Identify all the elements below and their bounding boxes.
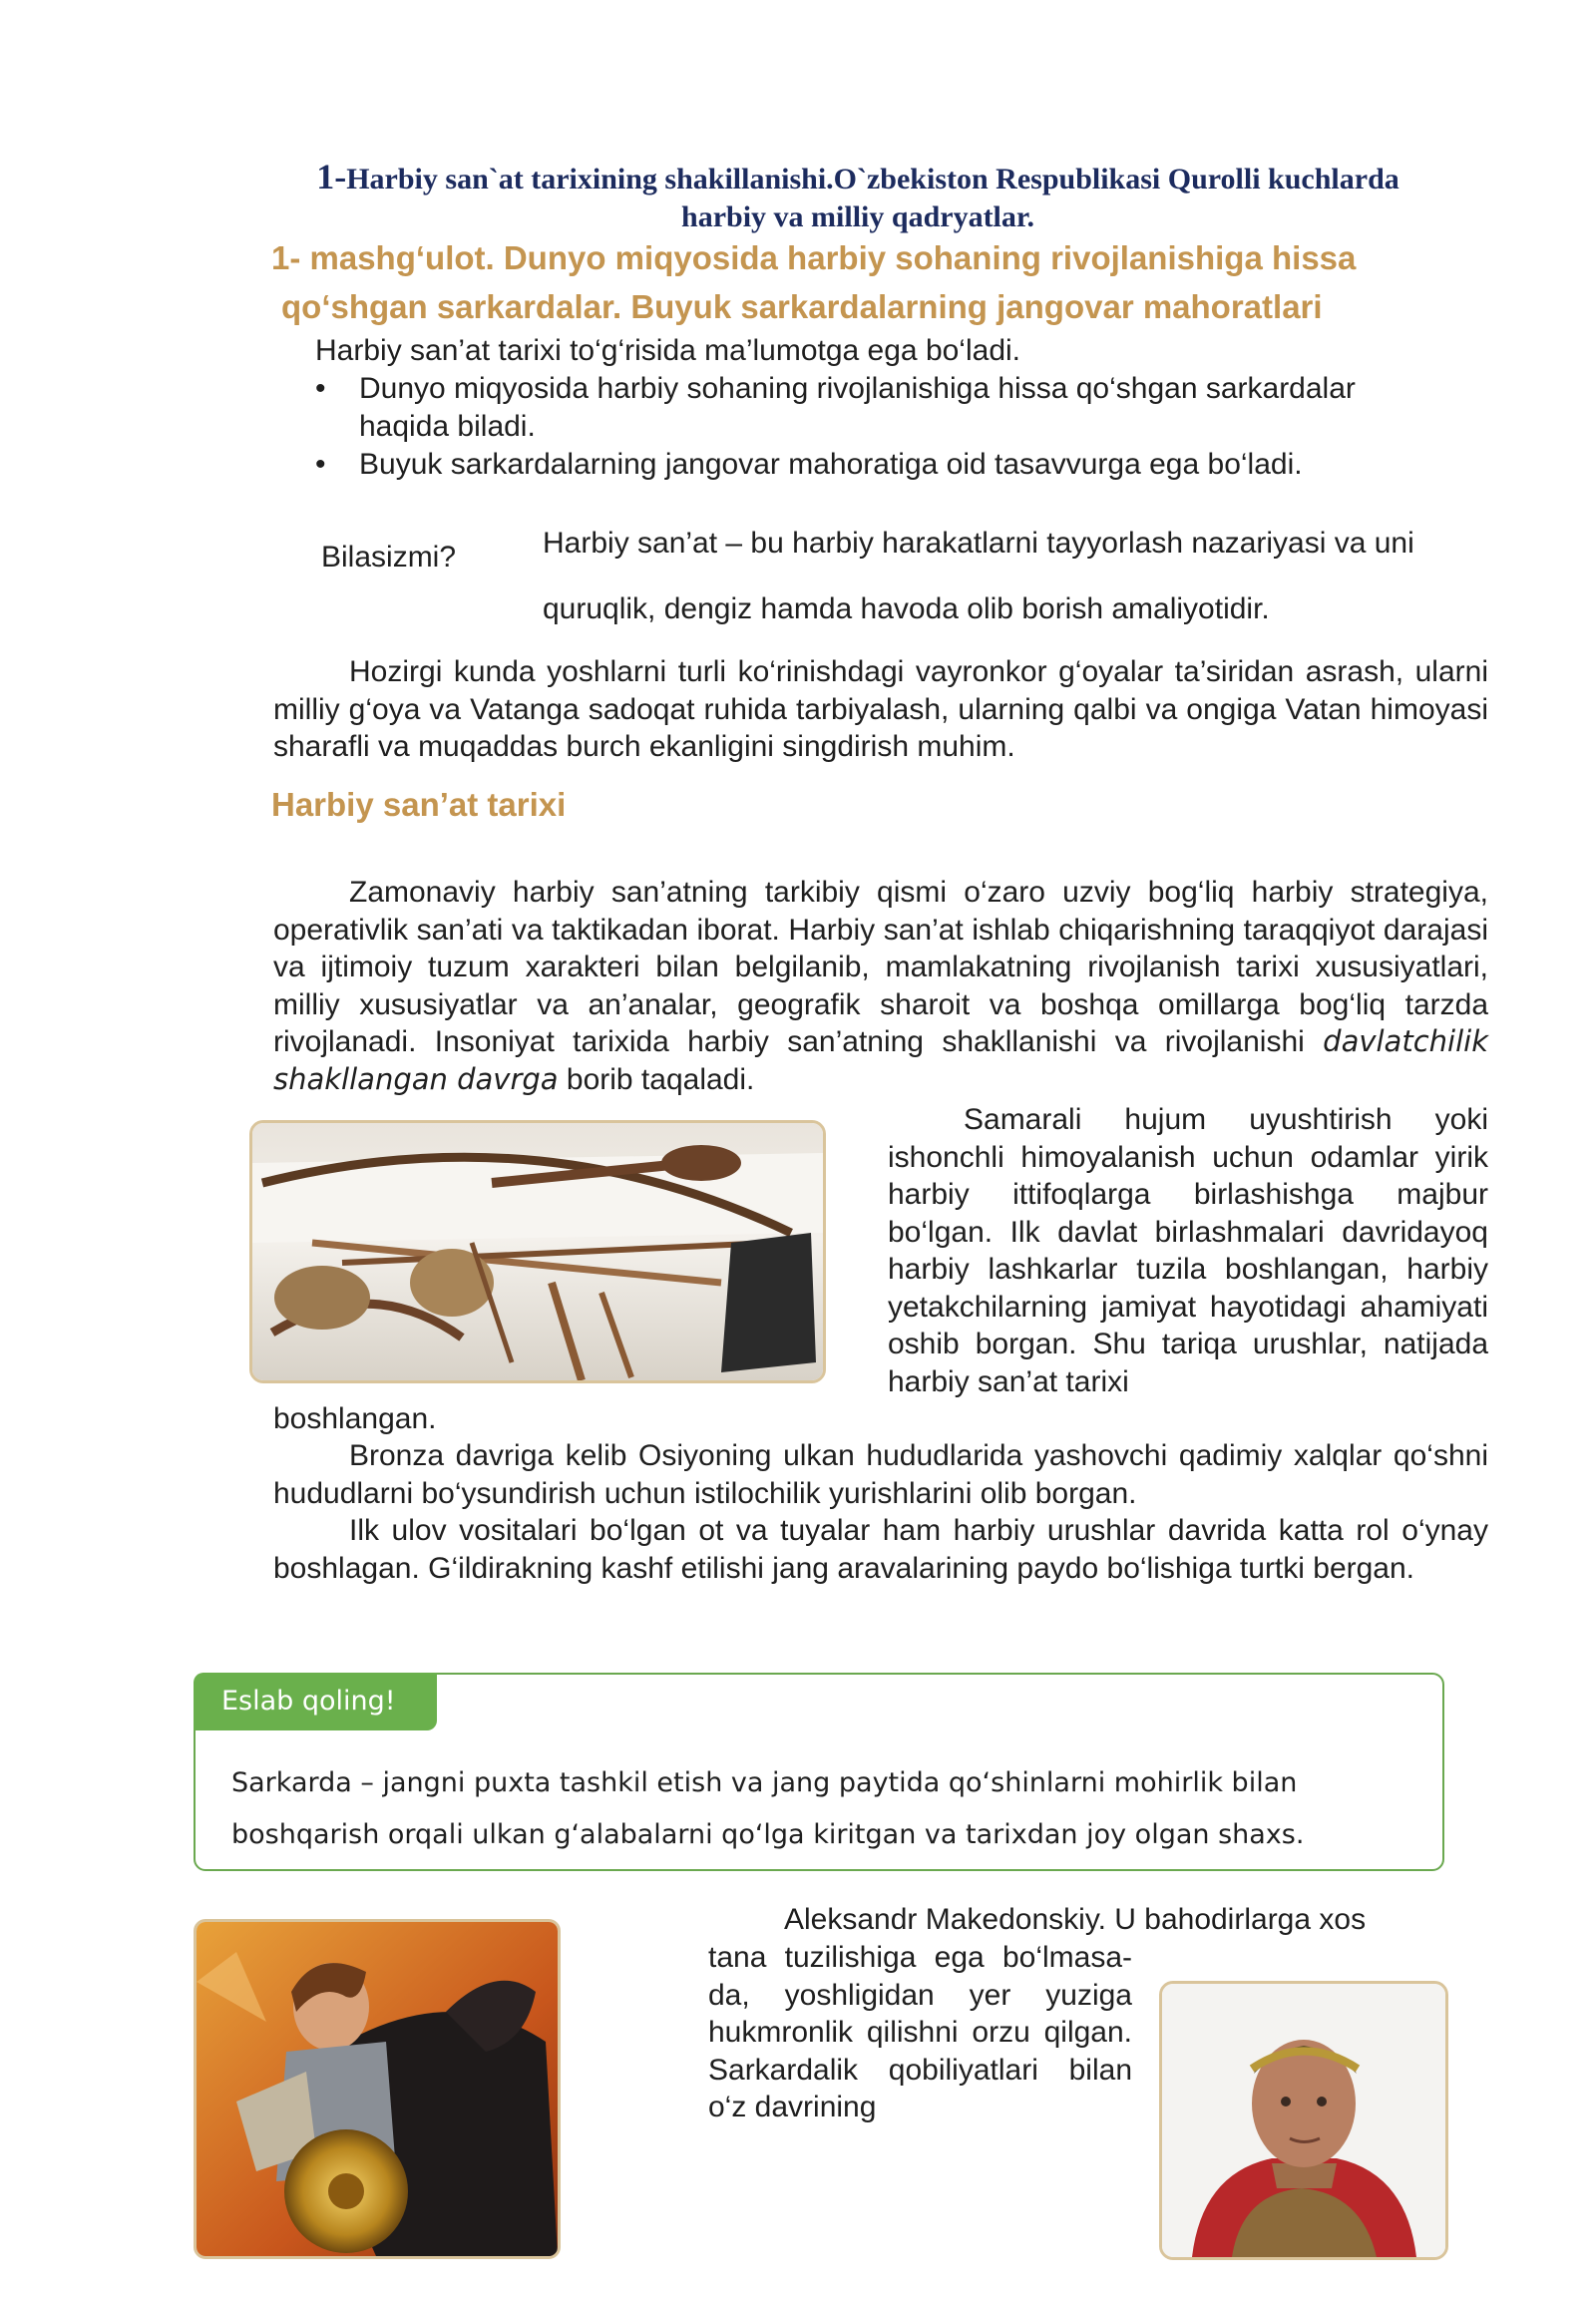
commander-bust-image <box>1162 1984 1445 2257</box>
remember-tab: Eslab qoling! <box>194 1673 437 1730</box>
intro-paragraph: Hozirgi kunda yoshlarni turli ko‘rinishdagi vayronkor g‘oyalar ta’siridan asrash, ularni milliy g‘oya va Vatanga sadoqat ruhida tarbiyalash, ularning qalbi va ongiga Vatan himoyasi sharafli va muqaddas burch ekanligini singdirish muhim. <box>273 655 1488 763</box>
document-title <box>259 158 1456 236</box>
did-you-know-text <box>543 511 1500 642</box>
title-number: 1- <box>316 157 347 196</box>
did-you-know-label: Bilasizmi? <box>321 541 457 574</box>
did-you-know-line-1: Harbiy san’at – bu harbiy harakatlarni tayyorlash nazariyasi va uni <box>543 527 1414 560</box>
learning-goals <box>315 332 1462 484</box>
section-heading: Harbiy san’at tarixi <box>271 786 567 823</box>
goal-item <box>315 446 1462 484</box>
title-text: Harbiy san`at tarixining shakillanishi.O`zbekiston Respublikasi Qurolli kuchlarda <box>346 163 1399 195</box>
lesson-heading <box>271 233 1448 331</box>
lesson-heading-line-1: 1- mashg‘ulot. Dunyo miqyosida harbiy sohaning rivojlanishiga hissa <box>271 239 1357 276</box>
did-you-know-line-2: quruqlik, dengiz hamda havoda olib borish amaliyotidir. <box>543 592 1270 625</box>
alexander-image <box>197 1922 558 2256</box>
alexander-text: tana tuzilishiga ega bo‘lmasa- da, yoshligidan yer yuziga hukmronlik qilishni orzu qilgan. Sarkardalik qobiliyatlari bilan o‘z davrining <box>708 1941 1132 2123</box>
history-paragraph-3: Bronza davriga kelib Osiyoning ulkan hududlarida yashovchi qadimiy xalqlar qo‘shni hududlarni bo‘ysundirish uchun istilochilik yurishlarini olib borgan. <box>273 1439 1488 1510</box>
goals-list <box>315 370 1462 484</box>
alexander-painting <box>194 1919 561 2259</box>
remember-text: Sarkarda – jangni puxta tashkil etish va jang paytida qo‘shinlarni mohirlik bilan boshqarish orqali ulkan g‘alabalarni qo‘lga kiritgan va tarixdan joy olgan shaxs. <box>231 1767 1305 1850</box>
history-paragraph-2-tail: boshlangan. <box>273 1402 437 1435</box>
ancient-weapons-photo <box>249 1120 826 1383</box>
goal-item <box>315 370 1406 446</box>
history-paragraph-1-text: Zamonaviy harbiy san’atning tarkibiy qismi o‘zaro uzviy bog‘liq harbiy strategiya, operativlik san’ati va taktikadan iborat. Harbiy san’at ishlab chiqarishning taraqqiyot darajasi va ijtimoiy tuzum xarakteri bilan belgilanib, mamlakatning rivojlanish tarixi xususiyatlari, milliy xususiyatlar va an’analar, geografik sharoit va boshqa omillarga bog‘liq tarzda rivojlanadi. Insoniyat tarixida harbiy san’atning shakllanishi va rivojlanishi <box>273 876 1488 1058</box>
history-paragraph-1-italic: davlatchilik shakllangan davrga <box>273 1024 1488 1096</box>
goal-item-text: Buyuk sarkardalarning jangovar mahoratiga oid tasavvurga ega bo‘ladi. <box>359 448 1303 481</box>
ancient-weapons-image <box>252 1123 823 1380</box>
goals-intro: Harbiy san’at tarixi to‘g‘risida ma’lumotga ega bo‘ladi. <box>315 334 1021 367</box>
history-paragraph-1 <box>273 874 1488 1098</box>
alexander-first-line: Aleksandr Makedonskiy. U bahodirlarga xos <box>784 1903 1367 1936</box>
lesson-heading-line-2: qo‘shgan sarkardalar. Buyuk sarkardalarning jangovar mahoratlari <box>281 288 1323 325</box>
title-line-2: harbiy va milliy qadryatlar. <box>681 200 1034 233</box>
history-paragraph-2: Samarali hujum uyushtirish yoki ishonchli himoyalanish uchun odamlar yirik harbiy ittifoqlarga birlashishga majbur bo‘lgan. Ilk davlat birlashmalari davridayoq harbiy lashkarlar tuzila boshlangan, harbiy yetakchilarning jamiyat hayotidagi ahamiyati oshib borgan. Shu tariqa urushlar, natijada harbiy san’at tarixi <box>888 1103 1488 1398</box>
history-paragraph-1-end: borib taqaladi. <box>558 1062 755 1096</box>
commander-bust-photo <box>1159 1981 1448 2260</box>
history-paragraph-4: Ilk ulov vositalari bo‘lgan ot va tuyalar ham harbiy urushlar davrida katta rol o‘ynay boshlagan. G‘ildirakning kashf etilishi jang aravalarining paydo bo‘lishiga turtki bergan. <box>273 1514 1488 1585</box>
goal-item-text: Dunyo miqyosida harbiy sohaning rivojlanishiga hissa qo‘shgan sarkardalar haqida biladi. <box>359 372 1356 443</box>
